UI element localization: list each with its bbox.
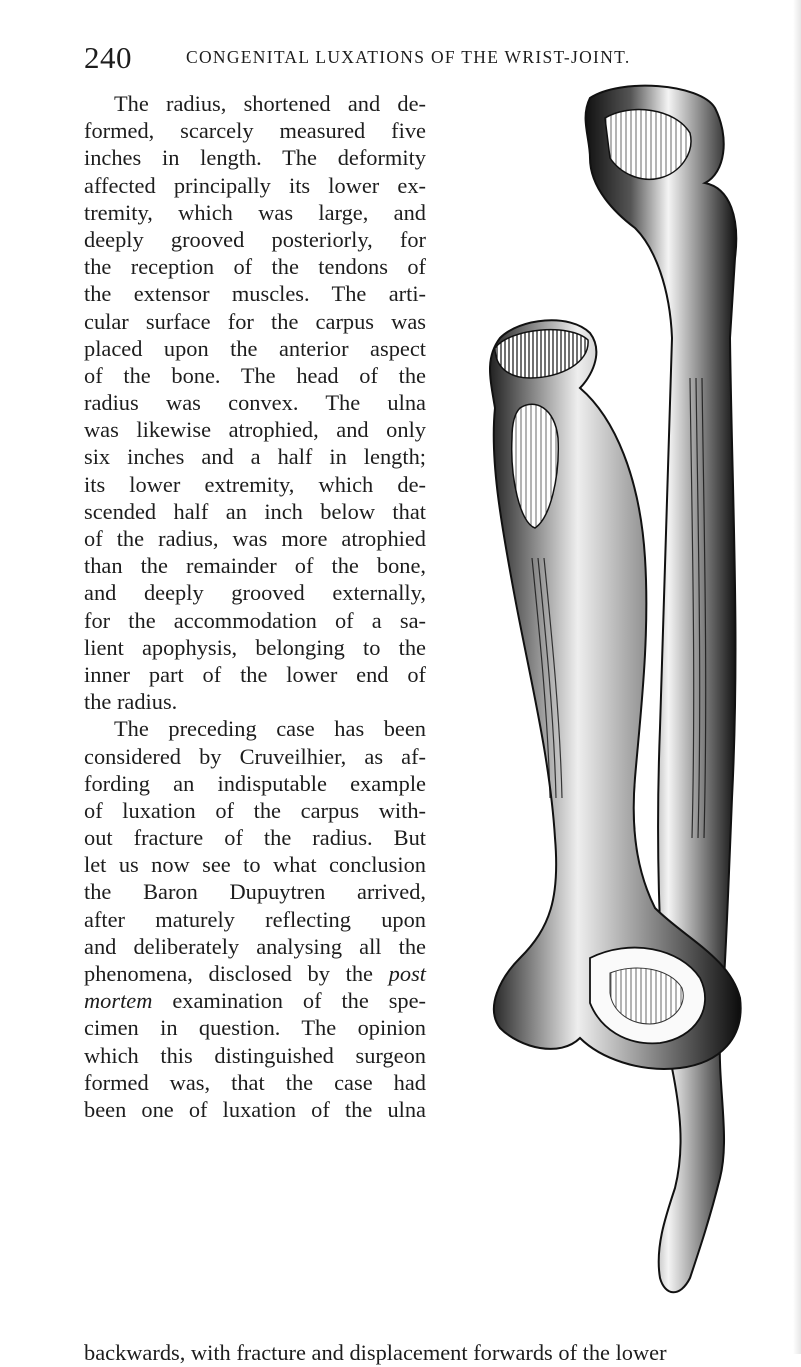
full-width-text-line: backwards, with fracture and displacement forwards of the lower xyxy=(84,1340,667,1365)
text-line: six inches and a half in length; xyxy=(84,444,426,470)
text-line: for the accommodation of a sa- xyxy=(84,607,426,633)
text-line xyxy=(84,987,426,1014)
text-line: inches in length. The deformity xyxy=(84,145,426,171)
text-line: the Baron Dupuytren arrived, xyxy=(84,879,426,905)
text-line: scended half an inch below that xyxy=(84,498,426,524)
italic-term: post xyxy=(388,961,426,986)
text-line: cular surface for the carpus was xyxy=(84,308,426,334)
text-line: was likewise atrophied, and only xyxy=(84,417,426,443)
text-line: formed was, that the case had xyxy=(84,1069,426,1095)
running-title: CONGENITAL LUXATIONS OF THE WRIST-JOINT. xyxy=(186,47,631,67)
text-line: The radius, shortened and de- xyxy=(114,91,426,116)
text-line: the radius. xyxy=(84,689,178,715)
running-head xyxy=(84,40,764,80)
text-line: its lower extremity, which de- xyxy=(84,471,426,497)
italic-term: mortem xyxy=(84,988,153,1014)
body-text xyxy=(84,90,426,1123)
text-line: and deeply grooved externally, xyxy=(84,580,426,606)
text-line: and deliberately analysing all the xyxy=(84,933,426,959)
text-line: fording an indisputable example xyxy=(84,770,426,796)
text-line: out fracture of the radius. But xyxy=(84,825,426,851)
text-line: inner part of the lower end of xyxy=(84,661,426,687)
page-edge-shadow xyxy=(793,0,801,1354)
text-line: the extensor muscles. The arti- xyxy=(84,281,426,307)
text-line: of the radius, was more atrophied xyxy=(84,526,426,551)
text-line: tremity, which was large, and xyxy=(84,199,426,225)
text-line: of the bone. The head of the xyxy=(84,362,426,388)
text-segment: examination of the spe- xyxy=(172,988,426,1014)
text-line xyxy=(84,960,426,987)
text-line: than the remainder of the bone, xyxy=(84,553,426,579)
text-line: the reception of the tendons of xyxy=(84,254,426,280)
text-line: which this distinguished surgeon xyxy=(84,1042,426,1068)
text-line: after maturely reflecting upon xyxy=(84,906,426,932)
text-segment: phenomena, disclosed by the xyxy=(84,961,373,986)
text-line: deeply grooved posteriorly, for xyxy=(84,226,426,252)
text-line: cimen in question. The opinion xyxy=(84,1015,426,1041)
text-line: of luxation of the carpus with- xyxy=(84,797,426,823)
text-line: lient apophysis, belonging to the xyxy=(84,634,426,660)
text-line: been one of luxation of the ulna xyxy=(84,1096,426,1122)
text-line: considered by Cruveilhier, as af- xyxy=(84,743,426,769)
page-number: 240 xyxy=(84,40,132,75)
text-line: affected principally its lower ex- xyxy=(84,172,426,198)
text-line: radius was convex. The ulna xyxy=(84,390,426,416)
forearm-bones-engraving-icon xyxy=(440,78,770,1353)
text-line: formed, scarcely measured five xyxy=(84,118,426,144)
text-line: The preceding case has been xyxy=(114,716,426,742)
text-line: let us now see to what conclusion xyxy=(84,852,426,878)
text-line: placed upon the anterior aspect xyxy=(84,335,426,361)
